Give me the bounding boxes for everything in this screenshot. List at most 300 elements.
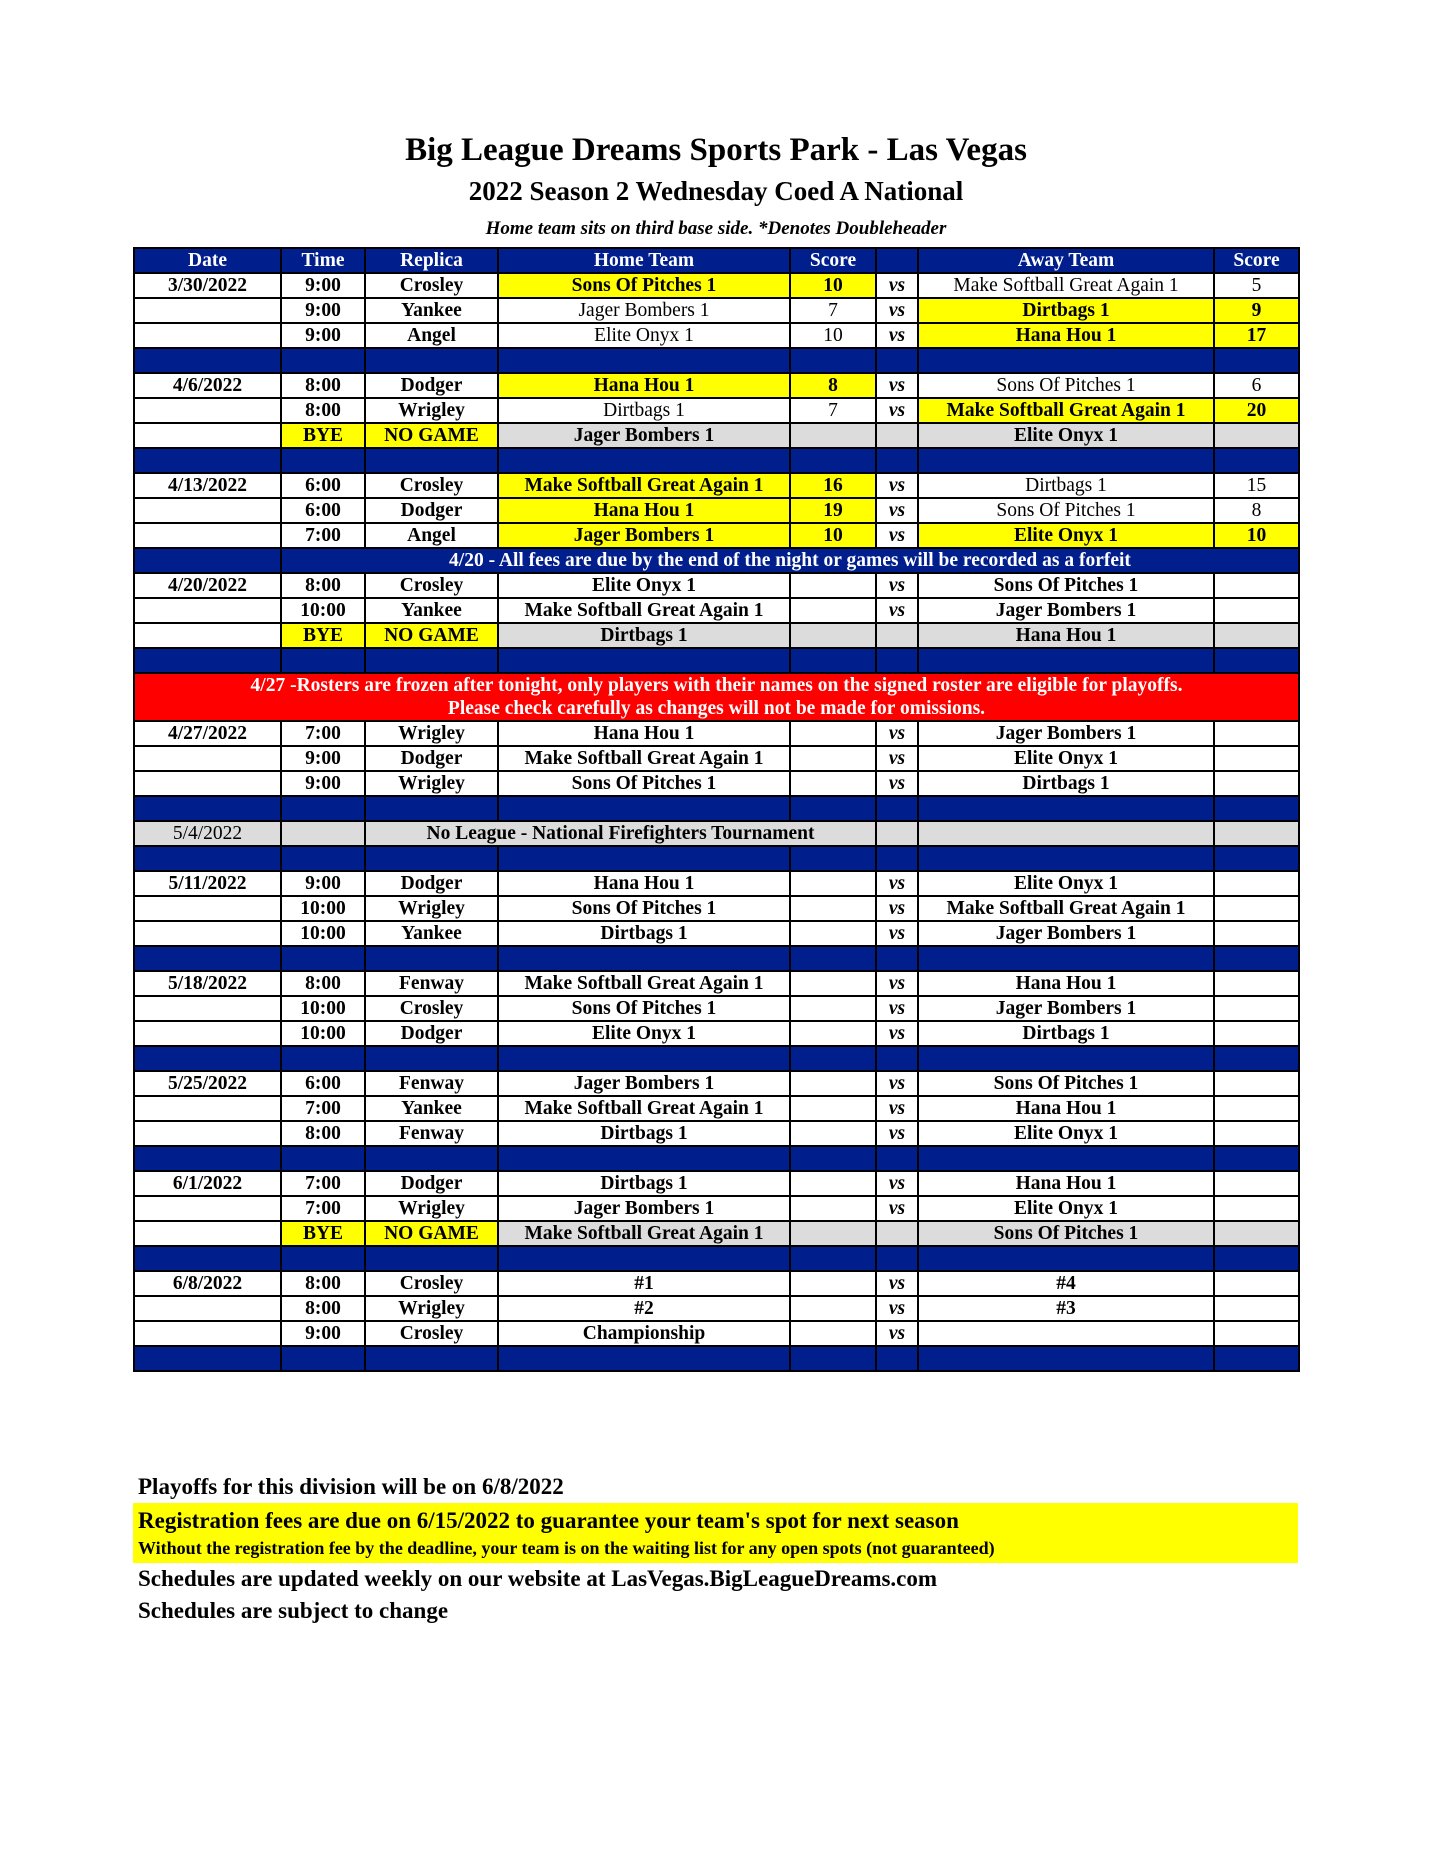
- time-cell: 8:00: [281, 1296, 365, 1321]
- separator-cell: [134, 1146, 281, 1171]
- separator-cell: [790, 946, 876, 971]
- game-row: [134, 1196, 1299, 1221]
- vs-cell: vs: [876, 273, 918, 298]
- game-row: [134, 523, 1299, 548]
- time-cell: 8:00: [281, 398, 365, 423]
- vs-cell: vs: [876, 971, 918, 996]
- separator-cell: [281, 796, 365, 821]
- away-score: [1214, 896, 1299, 921]
- home-team: Make Softball Great Again 1: [498, 473, 790, 498]
- separator-cell: [876, 946, 918, 971]
- time-cell: 8:00: [281, 971, 365, 996]
- registration-note: Registration fees are due on 6/15/2022 to guarantee your team's spot for next season: [138, 1508, 959, 1533]
- date-cell: 5/25/2022: [134, 1071, 281, 1096]
- away-score: 5: [1214, 273, 1299, 298]
- separator-cell: [498, 448, 790, 473]
- date-cell: 4/27/2022: [134, 721, 281, 746]
- home-team: Hana Hou 1: [498, 871, 790, 896]
- home-team: Sons Of Pitches 1: [498, 996, 790, 1021]
- separator-cell: [1214, 1146, 1299, 1171]
- time-cell: 9:00: [281, 871, 365, 896]
- date-cell: [134, 921, 281, 946]
- home-team: Jager Bombers 1: [498, 1196, 790, 1221]
- date-cell: [134, 1196, 281, 1221]
- time-cell: 9:00: [281, 1321, 365, 1346]
- time-cell: 6:00: [281, 473, 365, 498]
- home-team: #1: [498, 1271, 790, 1296]
- away-score: [1214, 573, 1299, 598]
- away-team: Hana Hou 1: [918, 323, 1214, 348]
- notice-row: [134, 548, 1299, 573]
- game-row: [134, 1271, 1299, 1296]
- away-team: Dirtbags 1: [918, 1021, 1214, 1046]
- home-score: [790, 573, 876, 598]
- home-team: Hana Hou 1: [498, 721, 790, 746]
- separator-cell: [365, 846, 498, 871]
- date-cell: [134, 996, 281, 1021]
- separator-cell: [918, 348, 1214, 373]
- away-team: Dirtbags 1: [918, 473, 1214, 498]
- vs-cell: vs: [876, 721, 918, 746]
- time-cell: 8:00: [281, 1121, 365, 1146]
- replica-field: Crosley: [365, 996, 498, 1021]
- header-row: [134, 248, 1299, 273]
- away-team: Hana Hou 1: [918, 623, 1214, 648]
- separator-cell: [281, 1246, 365, 1271]
- replica-field: Angel: [365, 323, 498, 348]
- separator-cell: [134, 1046, 281, 1071]
- replica-field: Wrigley: [365, 896, 498, 921]
- separator-cell: [1214, 348, 1299, 373]
- away-team: Hana Hou 1: [918, 1096, 1214, 1121]
- away-score: [1214, 598, 1299, 623]
- separator-cell: [1214, 846, 1299, 871]
- separator-cell: [918, 1346, 1214, 1371]
- time-cell: 8:00: [281, 373, 365, 398]
- separator-cell: [876, 846, 918, 871]
- separator-cell: [365, 1046, 498, 1071]
- vs-cell: vs: [876, 1071, 918, 1096]
- separator-cell: [134, 796, 281, 821]
- separator-cell: [1214, 796, 1299, 821]
- game-row: [134, 498, 1299, 523]
- game-row: [134, 896, 1299, 921]
- separator-cell: [790, 348, 876, 373]
- date-cell: [134, 1121, 281, 1146]
- time-cell: 10:00: [281, 921, 365, 946]
- replica-field: Angel: [365, 523, 498, 548]
- vs-cell: vs: [876, 398, 918, 423]
- away-team: Elite Onyx 1: [918, 746, 1214, 771]
- away-score: 10: [1214, 523, 1299, 548]
- home-score: [790, 771, 876, 796]
- col-date: Date: [134, 248, 281, 273]
- home-score: [790, 1071, 876, 1096]
- game-row: [134, 721, 1299, 746]
- separator-cell: [918, 846, 1214, 871]
- away-team: Elite Onyx 1: [918, 523, 1214, 548]
- away-score: [1214, 1171, 1299, 1196]
- time-cell: 7:00: [281, 523, 365, 548]
- vs-cell: vs: [876, 498, 918, 523]
- vs-cell: vs: [876, 598, 918, 623]
- vs-cell: vs: [876, 1096, 918, 1121]
- vs-cell: vs: [876, 921, 918, 946]
- date-cell: [134, 498, 281, 523]
- away-team: Make Softball Great Again 1: [918, 273, 1214, 298]
- separator-cell: [281, 448, 365, 473]
- home-score: [790, 921, 876, 946]
- away-team: Hana Hou 1: [918, 1171, 1214, 1196]
- separator-row: [134, 1146, 1299, 1171]
- separator-cell: [876, 1146, 918, 1171]
- col-time: Time: [281, 248, 365, 273]
- away-team: Jager Bombers 1: [918, 996, 1214, 1021]
- separator-cell: [790, 1046, 876, 1071]
- vs-cell: [876, 423, 918, 448]
- away-team: #3: [918, 1296, 1214, 1321]
- time-cell: 9:00: [281, 746, 365, 771]
- notice-text: 4/20 - All fees are due by the end of the night or games will be recorded as a forfeit: [281, 548, 1299, 573]
- separator-row: [134, 348, 1299, 373]
- away-team: Dirtbags 1: [918, 298, 1214, 323]
- separator-cell: [134, 348, 281, 373]
- vs-cell: vs: [876, 523, 918, 548]
- away-score: [1214, 1321, 1299, 1346]
- away-score: 9: [1214, 298, 1299, 323]
- time-cell: 9:00: [281, 771, 365, 796]
- vs-cell: vs: [876, 1271, 918, 1296]
- replica-field: Crosley: [365, 1321, 498, 1346]
- replica-field: Dodger: [365, 1021, 498, 1046]
- separator-row: [134, 448, 1299, 473]
- home-score: [790, 1196, 876, 1221]
- home-score: [790, 598, 876, 623]
- vs-cell: vs: [876, 1021, 918, 1046]
- home-score: 7: [790, 298, 876, 323]
- separator-cell: [281, 1146, 365, 1171]
- away-score: [1214, 1021, 1299, 1046]
- bye-label: BYE: [281, 1221, 365, 1246]
- date-cell: [134, 398, 281, 423]
- separator-cell: [134, 648, 281, 673]
- separator-row: [134, 648, 1299, 673]
- replica-field: Yankee: [365, 1096, 498, 1121]
- roster-alert-line1: 4/27 -Rosters are frozen after tonight, only players with their names on the signed roster are eligible for playoffs.: [250, 675, 1183, 696]
- home-team: Dirtbags 1: [498, 623, 790, 648]
- away-score: [1214, 921, 1299, 946]
- separator-row: [134, 1246, 1299, 1271]
- separator-cell: [281, 1346, 365, 1371]
- separator-cell: [1214, 1346, 1299, 1371]
- replica-field: Yankee: [365, 298, 498, 323]
- date-cell: [134, 523, 281, 548]
- bye-row: [134, 623, 1299, 648]
- game-row: [134, 398, 1299, 423]
- home-team: Make Softball Great Again 1: [498, 971, 790, 996]
- game-row: [134, 1096, 1299, 1121]
- separator-cell: [134, 548, 281, 573]
- game-row: [134, 1071, 1299, 1096]
- separator-cell: [498, 1346, 790, 1371]
- date-cell: [134, 1221, 281, 1246]
- replica-field: Dodger: [365, 1171, 498, 1196]
- separator-cell: [498, 1146, 790, 1171]
- separator-cell: [365, 946, 498, 971]
- home-score: [790, 1121, 876, 1146]
- game-row: [134, 473, 1299, 498]
- date-cell: [134, 423, 281, 448]
- game-row: [134, 871, 1299, 896]
- separator-cell: [134, 846, 281, 871]
- game-row: [134, 323, 1299, 348]
- game-row: [134, 373, 1299, 398]
- vs-cell: vs: [876, 1121, 918, 1146]
- separator-cell: [281, 1046, 365, 1071]
- separator-cell: [790, 1246, 876, 1271]
- replica-field: Dodger: [365, 498, 498, 523]
- away-team: Elite Onyx 1: [918, 423, 1214, 448]
- separator-cell: [281, 648, 365, 673]
- no-game-label: NO GAME: [365, 623, 498, 648]
- vs-cell: vs: [876, 871, 918, 896]
- home-score: 10: [790, 273, 876, 298]
- game-row: [134, 598, 1299, 623]
- col-away-team: Away Team: [918, 248, 1214, 273]
- game-row: [134, 921, 1299, 946]
- vs-cell: vs: [876, 298, 918, 323]
- away-score: 6: [1214, 373, 1299, 398]
- time-cell: 9:00: [281, 298, 365, 323]
- home-team: Elite Onyx 1: [498, 573, 790, 598]
- away-team: Jager Bombers 1: [918, 721, 1214, 746]
- game-row: [134, 771, 1299, 796]
- game-row: [134, 996, 1299, 1021]
- replica-field: Dodger: [365, 373, 498, 398]
- separator-cell: [498, 1246, 790, 1271]
- date-cell: 5/11/2022: [134, 871, 281, 896]
- home-score: 16: [790, 473, 876, 498]
- home-score: [790, 623, 876, 648]
- home-score: [790, 1271, 876, 1296]
- away-team: Sons Of Pitches 1: [918, 1071, 1214, 1096]
- home-team: Jager Bombers 1: [498, 1071, 790, 1096]
- away-score: [1214, 623, 1299, 648]
- home-score: [790, 1096, 876, 1121]
- vs-cell: vs: [876, 896, 918, 921]
- separator-cell: [918, 1146, 1214, 1171]
- away-team: Jager Bombers 1: [918, 598, 1214, 623]
- separator-cell: [1214, 648, 1299, 673]
- home-team: Sons Of Pitches 1: [498, 896, 790, 921]
- game-row: [134, 1171, 1299, 1196]
- col-vs: [876, 248, 918, 273]
- replica-field: Wrigley: [365, 1196, 498, 1221]
- waiting-list-note: Without the registration fee by the deadline, your team is on the waiting list for any open spots (not guaranteed): [138, 1538, 995, 1558]
- separator-cell: [498, 348, 790, 373]
- replica-field: Dodger: [365, 871, 498, 896]
- vs-cell: vs: [876, 1171, 918, 1196]
- date-cell: 6/8/2022: [134, 1271, 281, 1296]
- vs-cell: vs: [876, 771, 918, 796]
- replica-field: Wrigley: [365, 398, 498, 423]
- separator-cell: [876, 648, 918, 673]
- separator-cell: [498, 796, 790, 821]
- separator-cell: [365, 1146, 498, 1171]
- separator-cell: [918, 796, 1214, 821]
- away-score: [1214, 1096, 1299, 1121]
- date-cell: [134, 323, 281, 348]
- date-cell: [134, 598, 281, 623]
- separator-cell: [498, 648, 790, 673]
- game-row: [134, 1121, 1299, 1146]
- time-cell: 8:00: [281, 573, 365, 598]
- home-score: [790, 721, 876, 746]
- vs-cell: vs: [876, 996, 918, 1021]
- replica-field: Crosley: [365, 473, 498, 498]
- separator-cell: [918, 1046, 1214, 1071]
- game-row: [134, 1321, 1299, 1346]
- col-replica: Replica: [365, 248, 498, 273]
- separator-cell: [365, 796, 498, 821]
- away-team: Elite Onyx 1: [918, 1196, 1214, 1221]
- separator-row: [134, 1046, 1299, 1071]
- separator-cell: [365, 448, 498, 473]
- separator-cell: [281, 348, 365, 373]
- game-row: [134, 971, 1299, 996]
- separator-cell: [498, 1046, 790, 1071]
- date-cell: 3/30/2022: [134, 273, 281, 298]
- replica-field: Fenway: [365, 1121, 498, 1146]
- no-league-row: [134, 821, 1299, 846]
- date-cell: 6/1/2022: [134, 1171, 281, 1196]
- game-row: [134, 1021, 1299, 1046]
- time-cell: 7:00: [281, 1196, 365, 1221]
- home-team: Sons Of Pitches 1: [498, 771, 790, 796]
- home-team: Jager Bombers 1: [498, 523, 790, 548]
- date-cell: 5/4/2022: [134, 821, 281, 846]
- separator-cell: [134, 448, 281, 473]
- home-score: [790, 1221, 876, 1246]
- home-team: Championship: [498, 1321, 790, 1346]
- separator-cell: [790, 448, 876, 473]
- empty-cell: [281, 821, 365, 846]
- replica-field: Yankee: [365, 921, 498, 946]
- separator-cell: [365, 1346, 498, 1371]
- away-score: [1214, 423, 1299, 448]
- no-league-text: No League - National Firefighters Tournament: [365, 821, 876, 846]
- time-cell: 7:00: [281, 1171, 365, 1196]
- away-score: [1214, 1271, 1299, 1296]
- separator-cell: [134, 1246, 281, 1271]
- game-row: [134, 273, 1299, 298]
- time-cell: 10:00: [281, 996, 365, 1021]
- separator-cell: [876, 1046, 918, 1071]
- date-cell: [134, 1296, 281, 1321]
- time-cell: 7:00: [281, 721, 365, 746]
- away-team: Elite Onyx 1: [918, 1121, 1214, 1146]
- separator-cell: [876, 1346, 918, 1371]
- separator-cell: [498, 946, 790, 971]
- roster-alert: [134, 673, 1299, 721]
- time-cell: 10:00: [281, 598, 365, 623]
- replica-field: Dodger: [365, 746, 498, 771]
- header-note: Home team sits on third base side. *Denotes Doubleheader: [485, 218, 947, 239]
- separator-cell: [918, 946, 1214, 971]
- date-cell: 4/13/2022: [134, 473, 281, 498]
- empty-cell: [918, 821, 1214, 846]
- separator-cell: [876, 448, 918, 473]
- replica-field: Fenway: [365, 1071, 498, 1096]
- bye-label: BYE: [281, 623, 365, 648]
- away-score: [1214, 721, 1299, 746]
- separator-cell: [281, 846, 365, 871]
- bye-row: [134, 1221, 1299, 1246]
- away-score: 8: [1214, 498, 1299, 523]
- home-score: [790, 746, 876, 771]
- home-team: Make Softball Great Again 1: [498, 598, 790, 623]
- separator-cell: [790, 796, 876, 821]
- time-cell: 10:00: [281, 1021, 365, 1046]
- vs-cell: vs: [876, 1321, 918, 1346]
- separator-cell: [790, 1146, 876, 1171]
- away-score: [1214, 1196, 1299, 1221]
- separator-cell: [498, 846, 790, 871]
- replica-field: Wrigley: [365, 771, 498, 796]
- replica-field: Crosley: [365, 573, 498, 598]
- home-score: [790, 996, 876, 1021]
- home-score: [790, 896, 876, 921]
- separator-cell: [790, 1346, 876, 1371]
- separator-row: [134, 1346, 1299, 1371]
- bye-row: [134, 423, 1299, 448]
- away-score: [1214, 971, 1299, 996]
- home-score: [790, 1021, 876, 1046]
- empty-cell: [1214, 821, 1299, 846]
- roster-alert-row: [134, 673, 1299, 721]
- website-note: Schedules are updated weekly on our website at LasVegas.BigLeagueDreams.com: [138, 1566, 938, 1591]
- time-cell: 9:00: [281, 273, 365, 298]
- home-team: Sons Of Pitches 1: [498, 273, 790, 298]
- game-row: [134, 298, 1299, 323]
- empty-cell: [876, 821, 918, 846]
- separator-cell: [281, 946, 365, 971]
- vs-cell: vs: [876, 1196, 918, 1221]
- separator-cell: [790, 846, 876, 871]
- playoffs-note: Playoffs for this division will be on 6/8/2022: [138, 1474, 564, 1499]
- away-score: [1214, 1121, 1299, 1146]
- game-row: [134, 573, 1299, 598]
- away-score: [1214, 1296, 1299, 1321]
- separator-cell: [876, 348, 918, 373]
- home-team: #2: [498, 1296, 790, 1321]
- away-score: [1214, 996, 1299, 1021]
- separator-cell: [1214, 1046, 1299, 1071]
- home-team: Make Softball Great Again 1: [498, 1221, 790, 1246]
- home-team: Dirtbags 1: [498, 921, 790, 946]
- home-team: Make Softball Great Again 1: [498, 1096, 790, 1121]
- vs-cell: vs: [876, 473, 918, 498]
- away-team: Jager Bombers 1: [918, 921, 1214, 946]
- replica-field: Crosley: [365, 1271, 498, 1296]
- away-team: Sons Of Pitches 1: [918, 373, 1214, 398]
- game-row: [134, 746, 1299, 771]
- home-score: 10: [790, 323, 876, 348]
- date-cell: [134, 623, 281, 648]
- separator-cell: [134, 946, 281, 971]
- col-home-team: Home Team: [498, 248, 790, 273]
- date-cell: 4/20/2022: [134, 573, 281, 598]
